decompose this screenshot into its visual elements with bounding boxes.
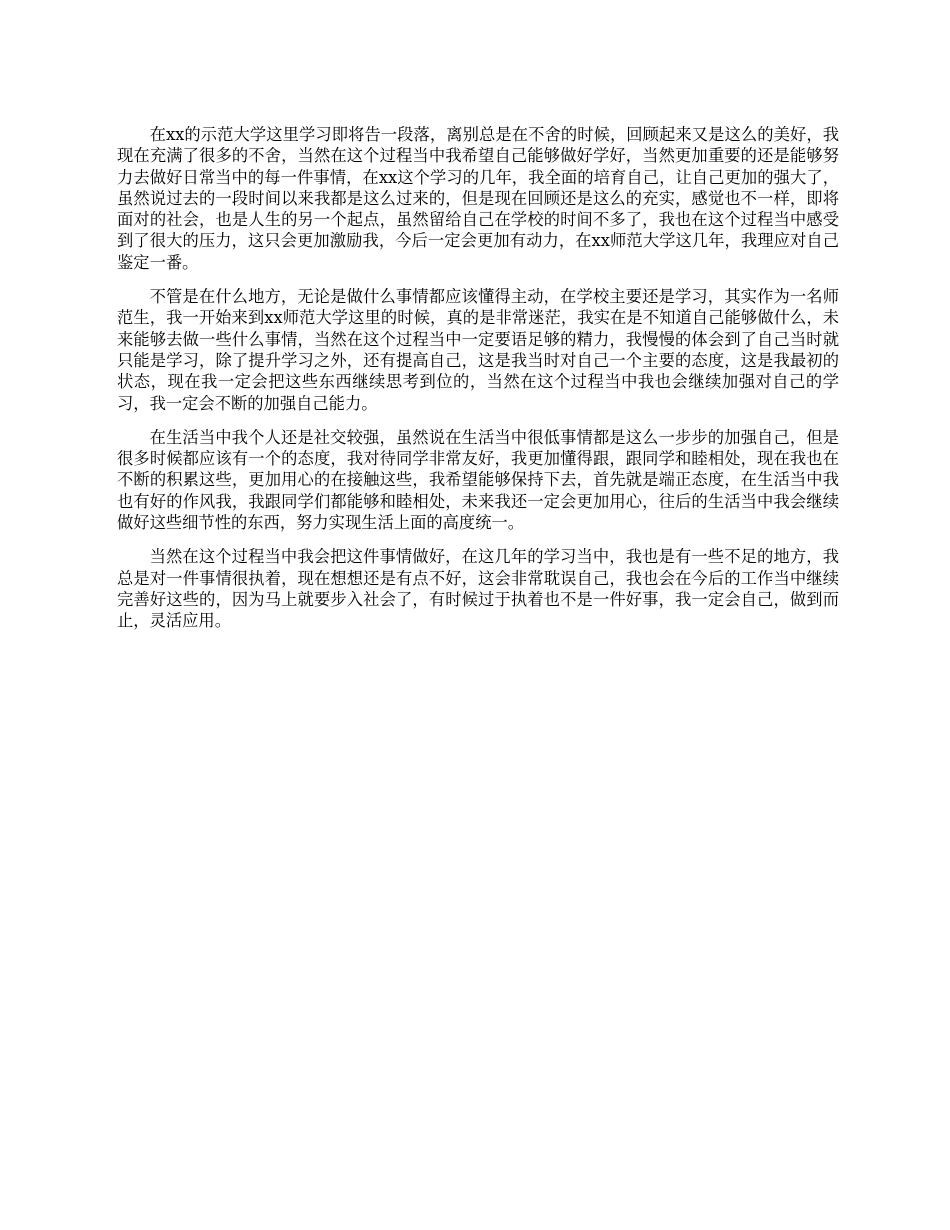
paragraph-2: 不管是在什么地方，无论是做什么事情都应该懂得主动，在学校主要还是学习，其实作为一名师范生，我一开始来到xx师范大学这里的时候，真的是非常迷茫，我实在是不知道自己能够做什么，未来能够去做一些什么事情，当然在这个过程当中一定要语足够的精力，我慢慢的体会到了自己当时就只能是学习，除了提升学习之外，还有提高自己，这是我当时对自己一个主要的态度，这是我最初的状态，现在我一定会把这些东西继续思考到位的，当然在这个过程当中我也会继续加强对自己的学习，我一定会不断的加强自己能力。: [117, 287, 839, 413]
document-body: [117, 124, 839, 645]
paragraph-3: 在生活当中我个人还是社交较强，虽然说在生活当中很低事情都是这么一步步的加强自己，但是很多时候都应该有一个的态度，我对待同学非常友好，我更加懂得跟，跟同学和睦相处，现在我也在不断的积累这些，更加用心的在接触这些，我希望能够保持下去，首先就是端正态度，在生活当中我也有好的作风我，我跟同学们都能够和睦相处，未来我还一定会更加用心，往后的生活当中我会继续做好这些细节性的东西，努力实现生活上面的高度统一。: [117, 427, 839, 533]
paragraph-4: 当然在这个过程当中我会把这件事情做好，在这几年的学习当中，我也是有一些不足的地方，我总是对一件事情很执着，现在想想还是有点不好，这会非常耽误自己，我也会在今后的工作当中继续完善好这些的，因为马上就要步入社会了，有时候过于执着也不是一件好事，我一定会自己，做到而止，灵活应用。: [117, 547, 839, 631]
paragraph-1: 在xx的示范大学这里学习即将告一段落，离别总是在不舍的时候，回顾起来又是这么的美好，我现在充满了很多的不舍，当然在这个过程当中我希望自己能够做好学好，当然更加重要的还是能够努力去做好日常当中的每一件事情，在xx这个学习的几年，我全面的培育自己，让自己更加的强大了，虽然说过去的一段时间以来我都是这么过来的，但是现在回顾还是这么的充实，感觉也不一样，即将面对的社会，也是人生的另一个起点，虽然留给自己在学校的时间不多了，我也在这个过程当中感受到了很大的压力，这只会更加激励我，今后一定会更加有动力，在xx师范大学这几年，我理应对自己鉴定一番。: [117, 125, 839, 272]
